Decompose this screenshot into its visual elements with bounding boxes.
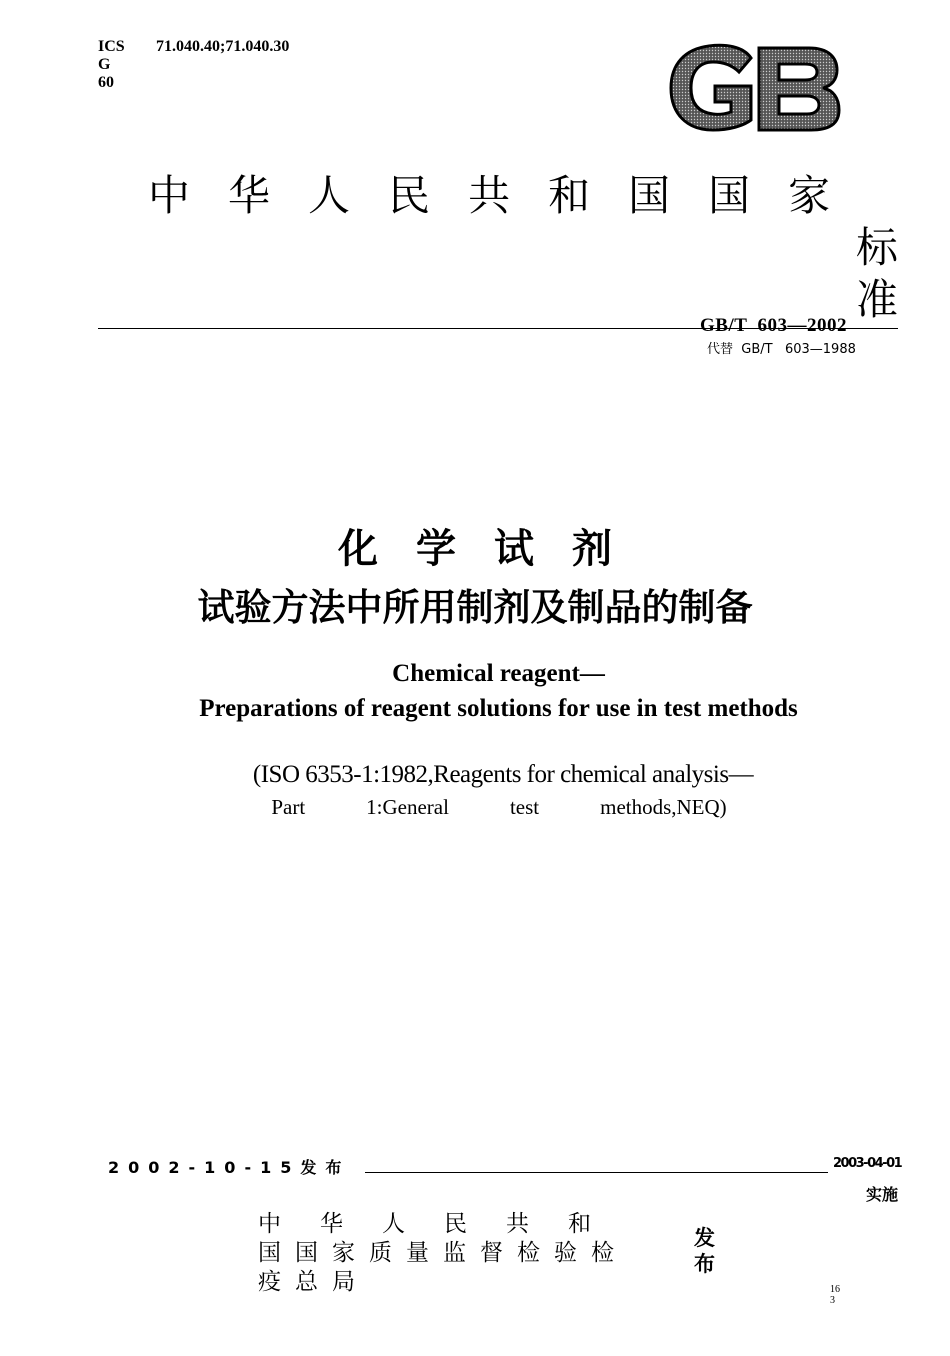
standard-number: GB/T 603—2002: [700, 315, 848, 336]
english-title-line2: Preparations of reagent solutions for use in test methods: [199, 695, 798, 722]
authority-line1: 中华人民共和: [258, 1211, 630, 1237]
authority-line3: 疫总局: [258, 1269, 369, 1295]
publish-label: 发布: [694, 1226, 715, 1276]
implementation-date: 2003-04-01: [833, 1156, 902, 1171]
gb-logo: [663, 40, 843, 136]
classification-codes: [98, 38, 289, 92]
authority-line2: 国国家质量监督检验检: [258, 1240, 628, 1266]
ccs-letter: G: [98, 56, 111, 73]
ccs-number: 60: [98, 74, 114, 91]
national-standard-title: 中 华 人 民 共 和 国 国 家标 准: [148, 171, 900, 324]
issue-date: 2002-10-15发布: [108, 1158, 351, 1177]
ics-value: 71.040.40;71.040.30: [156, 38, 290, 55]
date-rule: [365, 1172, 828, 1173]
replaces-standard: 代替 GB/T 603—1988: [707, 342, 856, 357]
english-title-line1: Chemical reagent—: [392, 660, 605, 687]
chinese-title-line2: 试验方法中所用制剂及制品的制备: [197, 586, 753, 629]
iso-reference-line1: (ISO 6353-1:1982,Reagents for chemical analysis—: [252, 761, 754, 788]
implementation-label: 实施: [866, 1185, 899, 1204]
ics-label: ICS: [98, 38, 125, 55]
page-number: 163: [830, 1284, 840, 1306]
issuing-authority: [258, 1210, 650, 1297]
iso-reference-line2: Part 1:General test methods,NEQ): [271, 795, 727, 819]
chinese-title-line1: 化学试剂: [338, 526, 650, 572]
